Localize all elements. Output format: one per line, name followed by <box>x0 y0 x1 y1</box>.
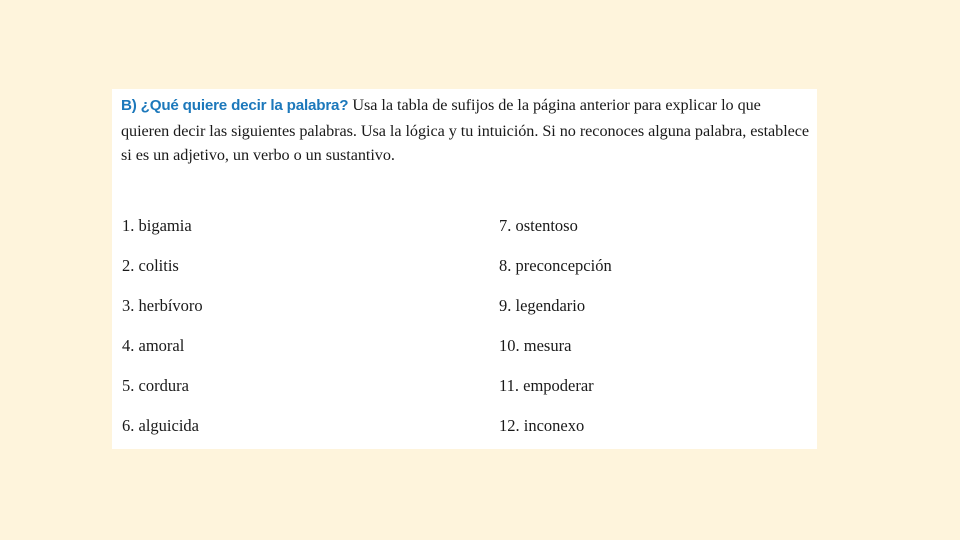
word-item: 11. empoderar <box>499 376 594 395</box>
exercise-instructions-paragraph <box>121 93 811 168</box>
word-item: 7. ostentoso <box>499 216 578 235</box>
exercise-instructions: Usa la tabla de sufijos de la página anterior para explicar lo que quieren decir las siguientes palabras. Usa la lógica y tu intuición. Si no reconoces alguna palabra, establece si es un adjetivo, un verbo o un sustantivo. <box>121 96 810 164</box>
exercise-card <box>112 89 817 449</box>
exercise-heading: B) ¿Qué quiere decir la palabra? <box>121 97 349 114</box>
word-item: 2. colitis <box>122 256 179 275</box>
word-list-right <box>499 215 612 455</box>
word-item: 5. cordura <box>122 376 189 395</box>
word-item: 9. legendario <box>499 296 586 315</box>
word-item: 8. preconcepción <box>499 256 612 275</box>
word-item: 10. mesura <box>499 336 572 355</box>
word-item: 12. inconexo <box>499 416 585 435</box>
word-item: 3. herbívoro <box>122 296 203 315</box>
word-list-left <box>122 215 203 455</box>
word-item: 1. bigamia <box>122 216 192 235</box>
word-item: 6. alguicida <box>122 416 199 435</box>
word-item: 4. amoral <box>122 336 185 355</box>
